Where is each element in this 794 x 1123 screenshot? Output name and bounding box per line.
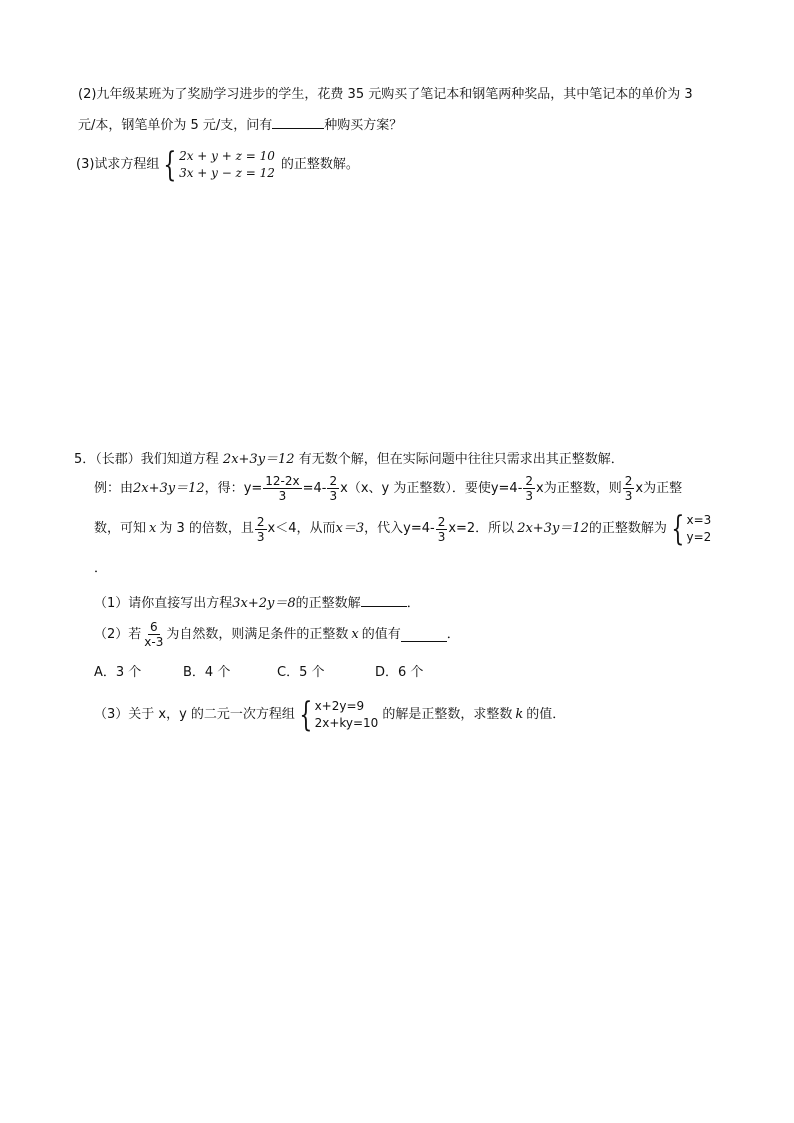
choice-c: C．5 个 — [277, 665, 325, 680]
equation-system-s3: { x+2y=9 2x+ky=10 — [299, 695, 379, 735]
choice-b: B．4 个 — [183, 665, 231, 680]
fraction: $\frac{6}{x-3}$ — [144, 620, 164, 649]
fraction: $\frac{2}{3}$ — [624, 474, 633, 503]
solution-system: { x=3 y=2 — [671, 509, 712, 549]
s3-eq2: 2x+ky=10 — [314, 716, 379, 730]
p5-sub1: （1）请你直接写出方程3x+2y＝8的正整数解 ． — [94, 592, 420, 613]
fraction: $\frac{2}{3}$ — [329, 474, 338, 503]
fraction: $\frac{2}{3}$ — [256, 514, 265, 544]
p5-line4: ． — [94, 561, 108, 576]
p5-line3: 数，可知 x 为 3 的倍数，且 $\frac{2}{3}$ x＜4，从而 x＝3 ，代入y=4- $\frac{2}{3}$ x=2．所以 2x+3y＝12 的正整数解为 { x=3 y=2 — [94, 509, 712, 549]
q3-line: (3)试求方程组 { 2x + y + z = 10 3x + y − z = 12 的正整数解。 — [76, 145, 359, 185]
choice-a: A．3 个 — [94, 665, 142, 680]
choice-d: D．6 个 — [375, 665, 424, 680]
q3-eq1: 2x + y + z = 10 — [179, 149, 275, 163]
fraction: $\frac{12-2x}{3}$ — [265, 474, 300, 503]
p5-line2: 例：由 2x+3y＝12 ，得： y= $\frac{12-2x}{3}$ =4- $\frac{2}{3}$ x（x、y 为正整数）．要使y=4- $\frac{2}{3}$ x为正整数，则 $\frac{2}{3}$ x为正整 — [94, 474, 683, 503]
answer-blank-q2 — [272, 114, 324, 129]
q2-line1: (2)九年级某班为了奖励学习进步的学生，花费 35 元购买了笔记本和钢笔两种奖品，其中笔记本的单价为 3 — [78, 87, 693, 102]
p5-sub2: （2）若 $\frac{6}{x-3}$ 为自然数，则满足条件的正整数 x 的值有 ． — [94, 620, 460, 649]
fraction: $\frac{2}{3}$ — [437, 514, 446, 544]
p5-sub3: （3）关于 x，y 的二元一次方程组 { x+2y=9 2x+ky=10 的解是正整数，求整数 k 的值． — [94, 695, 566, 735]
answer-blank-1 — [361, 592, 407, 607]
s3-eq1: x+2y=9 — [314, 699, 365, 713]
q2-line2: 元/本，钢笔单价为 5 元/支，问有 种购买方案？ — [78, 114, 402, 135]
answer-blank-2 — [401, 627, 447, 642]
p5-line1: 5．（长郡）我们知道方程 2x+3y＝12 有无数个解，但在实际问题中往往只需求出其正整数解． — [74, 452, 624, 467]
q3-eq2: 3x + y − z = 12 — [179, 166, 275, 180]
equation-system-q3: { 2x + y + z = 10 3x + y − z = 12 — [163, 145, 275, 185]
fraction: $\frac{2}{3}$ — [525, 474, 534, 503]
